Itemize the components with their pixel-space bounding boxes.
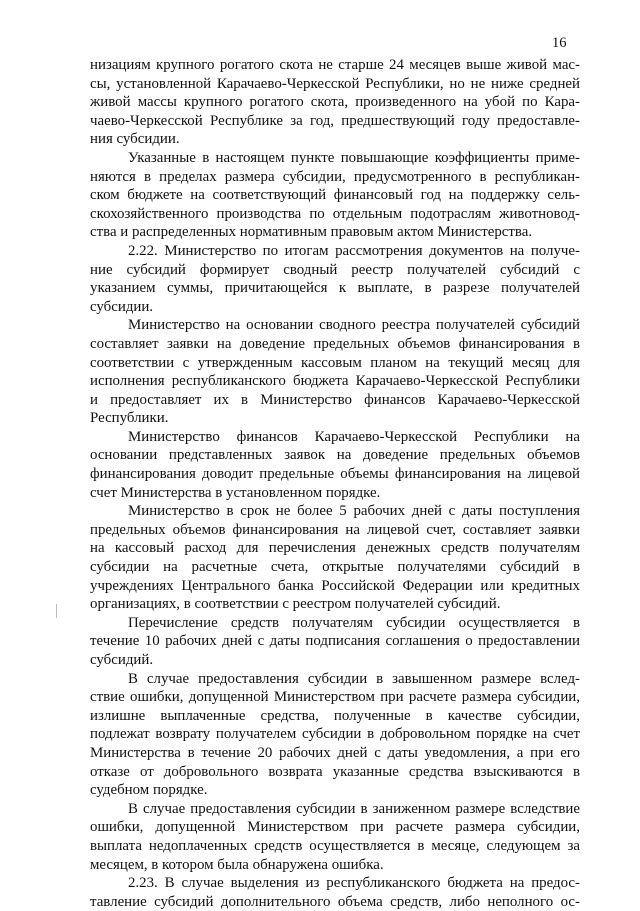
text-line: низациям крупного рогатого скота не старше 24 месяцев выше живой мас- (90, 57, 580, 73)
text-line: Министерство финансов Карачаево-Черкесской Республики на (128, 428, 580, 445)
text-line: счет Министерства в установленном порядке. (90, 484, 381, 501)
text-line: тавление субсидий дополнительного объема средств, либо неполного ос- (90, 893, 580, 910)
text-line: Перечисление средств получателям субсидии осуществляется в (128, 614, 580, 631)
text-line: ства и распределенных нормативным правовым актом Министерства. (90, 224, 533, 241)
text-line: чаево-Черкесской Республике за год, предшествующий году предоставле- (90, 112, 580, 129)
text-line: Министерство на основании сводного реестра получателей субсидий (128, 317, 580, 334)
text-line: подлежат возврату получателем субсидии в добровольном порядке на счет (90, 726, 580, 743)
text-line: Министерство в срок не более 5 рабочих дней с даты поступления (128, 503, 580, 520)
page-number: 16 (552, 35, 567, 51)
text-line: исполнения республиканского бюджета Карачаево-Черкесской Республики (90, 373, 580, 390)
text-line: Указанные в настоящем пункте повышающие коэффициенты приме- (128, 149, 580, 166)
text-line: няются в пределах размера субсидии, предусмотренного в республикан- (90, 168, 580, 185)
text-line: Министерства в течение 20 рабочих дней с даты уведомления, а при его (90, 744, 580, 761)
text-line: ском бюджете на соответствующий финансовый год на поддержку сель- (90, 187, 580, 204)
text-line: ние субсидий формирует сводный реестр получателей субсидий с (90, 261, 580, 278)
text-line: и предоставляет их в Министерство финансов Карачаево-Черкесской (90, 391, 580, 408)
text-line: 2.23. В случае выделения из республиканского бюджета на предос- (128, 875, 580, 892)
text-line: Республики. (90, 410, 169, 427)
text-line: ошибки, допущенной Министерством при расчете размера субсидии, (90, 819, 580, 836)
text-line: скохозяйственного производства по отдельным подотраслям животновод- (90, 205, 580, 222)
text-line: выплата недоплаченных средств осуществляется в месяце, следующем за (90, 837, 580, 854)
text-line: сы, установленной Карачаево-Черкесской Республики, но не ниже средней (90, 75, 580, 92)
text-line: учреждениях Центрального банка Российской Федерации или кредитных (90, 577, 580, 594)
text-line: основании представленных заявок на доведение предельных объемов (90, 447, 580, 464)
text-line: месяцем, в котором была обнаружена ошибка. (90, 856, 384, 873)
text-line: В случае предоставления субсидии в завышенном размере вслед- (128, 670, 580, 687)
text-line: ствие ошибки, допущенной Министерством при расчете размера субсидии, (90, 689, 580, 706)
text-line: организациях, в соответствии с реестром получателей субсидий. (90, 596, 501, 613)
text-line: излишне выплаченные средства, полученные в качестве субсидии, (90, 707, 580, 724)
text-line: судебном порядке. (90, 782, 208, 799)
text-line: ния субсидии. (90, 131, 180, 148)
text-line: субсидии. (90, 298, 154, 315)
text-line: на кассовый расход для перечисления денежных средств получателям (90, 540, 580, 557)
text-line: В случае предоставления субсидии в заниженном размере вследствие (128, 800, 580, 817)
text-line: отказе от добровольного возврата указанные средства взыскиваются в (90, 763, 580, 780)
text-line: соответствии с утвержденным кассовым планом на текущий месяц для (90, 354, 580, 371)
text-line: предельных объемов финансирования на лицевой счет, составляет заявки (90, 521, 580, 538)
document-body (90, 56, 580, 911)
text-line: финансирования доводит предельные объемы финансирования на лицевой (90, 466, 580, 483)
text-line: составляет заявки на доведение предельных объемов финансирования в (90, 335, 580, 352)
text-line: живой массы крупного рогатого скота, произведенного на убой по Кара- (90, 94, 580, 111)
text-line: 2.22. Министерство по итогам рассмотрения документов на получе- (128, 242, 580, 259)
text-line: течение 10 рабочих дней с даты подписания соглашения о предоставлении (90, 633, 580, 650)
text-line: субсидии на расчетные счета, открытые получателями субсидий в (90, 559, 580, 576)
scan-mark (56, 604, 57, 618)
text-line: указанием суммы, причитающейся к выплате, в разрезе получателей (90, 280, 580, 297)
text-line: субсидий. (90, 652, 154, 668)
